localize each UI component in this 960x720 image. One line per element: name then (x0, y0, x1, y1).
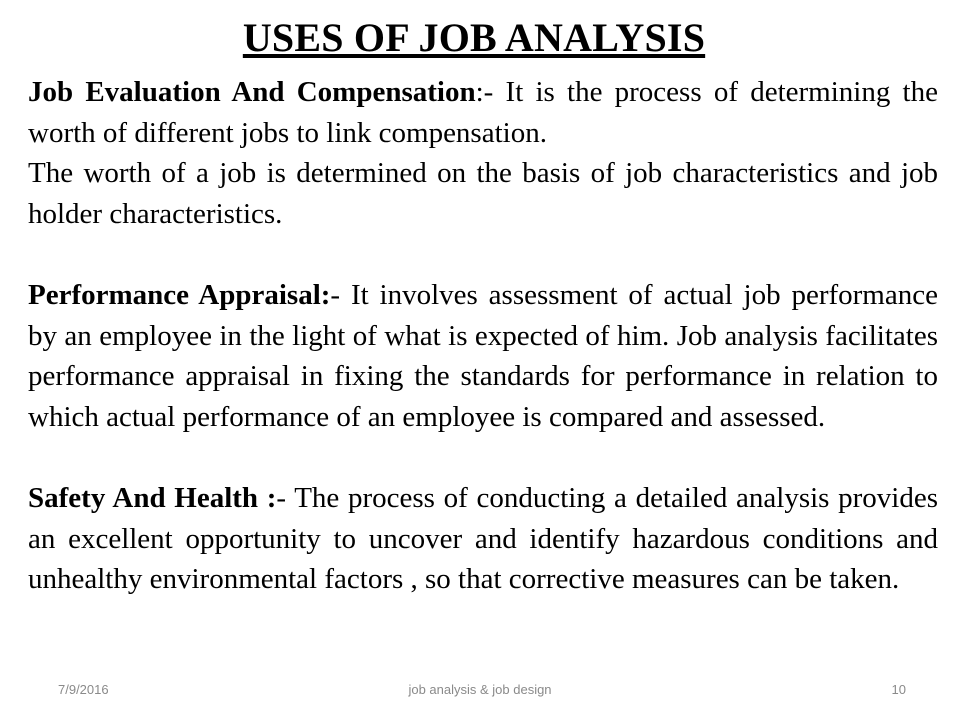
slide-content (28, 72, 938, 600)
slide-title: USES OF JOB ANALYSIS (242, 15, 706, 60)
footer-text: job analysis & job design (408, 682, 552, 697)
section-separator: - (276, 481, 295, 514)
section-body: The worth of a job is determined on the basis of job characteristics and job holder characteristics. (28, 157, 938, 230)
section-separator: :- (475, 76, 506, 108)
footer-date: 7/9/2016 (58, 682, 109, 697)
section-heading: Performance Appraisal: (28, 278, 331, 311)
section-worth-of-job (28, 153, 938, 234)
section-body: It is the process of determining the worth of different jobs to link compensation. (28, 76, 938, 149)
section-safety-and-health (28, 478, 938, 600)
section-heading: Job Evaluation And Compensation (28, 76, 476, 108)
section-heading: Safety And Health : (28, 481, 277, 514)
section-performance-appraisal (28, 275, 938, 437)
section-separator: - (330, 278, 351, 311)
section-job-evaluation (28, 72, 938, 153)
page-number: 10 (891, 682, 906, 697)
section-body: The process of conducting a detailed analysis provides an excellent opportunity to uncover and identify hazardous conditions and unhealthy environmental factors , so that corrective measures can be taken. (28, 481, 939, 596)
section-body: It involves assessment of actual job performance by an employee in the light of what is expected of him. Job analysis facilitates performance appraisal in fixing the standards for performance in relation to which actual performance of an employee is compared and assessed. (28, 278, 938, 433)
